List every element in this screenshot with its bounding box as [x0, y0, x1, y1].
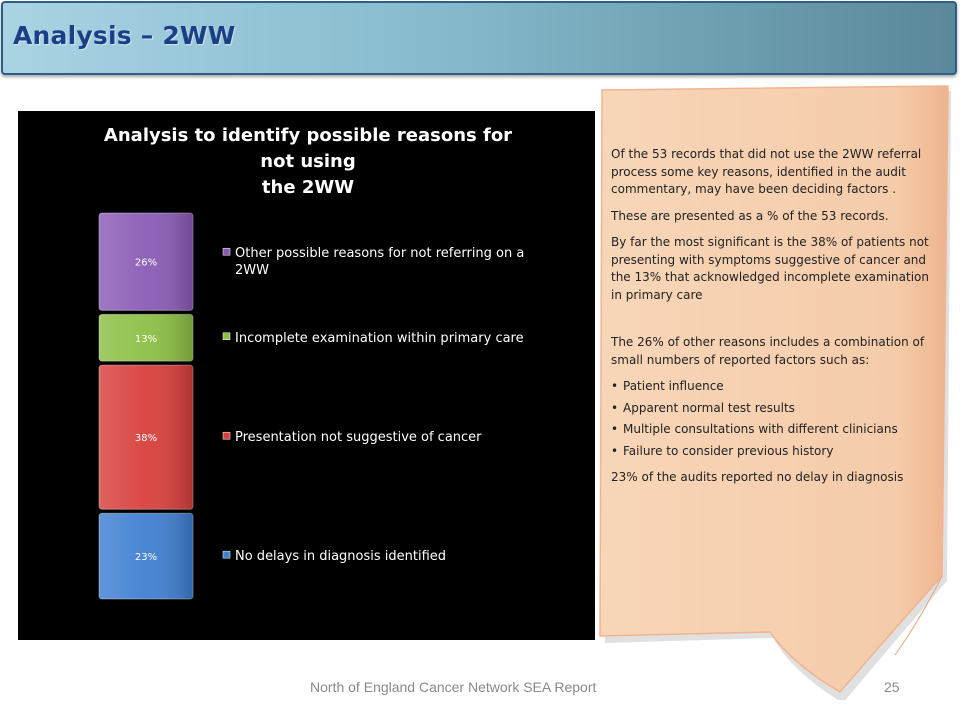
callout-paragraph: By far the most significant is the 38% of patients not presenting with symptoms suggestive of cancer and the 13% that acknowledged incomplete examination in primary care: [611, 235, 930, 302]
title-bar: [1, 1, 957, 75]
callout-bullet: • Apparent normal test results: [611, 400, 936, 418]
legend-label-no-delays-in-diagnosis-identified: No delays in diagnosis identified: [235, 549, 447, 565]
stacked-bar-chart: [18, 111, 595, 640]
data-label-incomplete-examination-within-primary-care: 13%: [134, 333, 158, 345]
chart-panel: [18, 111, 595, 640]
legend-label-other-possible-reasons-for-not-referring-on-a-2ww: Other possible reasons for not referring on a 2WW: [235, 246, 525, 279]
legend-label-incomplete-examination-within-primary-care: Incomplete examination within primary care: [235, 330, 524, 346]
slide-title: Analysis – 2WW: [13, 21, 236, 50]
callout-paragraph: The 26% of other reasons includes a combination of small numbers of reported factors such as:: [611, 335, 925, 367]
legend-swatch-incomplete-examination-within-primary-care: [223, 333, 230, 340]
legend-label-presentation-not-suggestive-of-cancer: Presentation not suggestive of cancer: [235, 430, 482, 446]
chart-title-line-1: Analysis to identify possible reasons for not using: [103, 125, 513, 172]
callout-paragraph: These are presented as a % of the 53 records.: [611, 208, 889, 223]
data-label-presentation-not-suggestive-of-cancer: 38%: [134, 433, 158, 445]
page-number: 25: [884, 679, 900, 695]
callout-bullet: • Failure to consider previous history: [611, 443, 936, 461]
legend-swatch-presentation-not-suggestive-of-cancer: [223, 432, 230, 439]
data-label-other-possible-reasons-for-not-referring-on-a-2ww: 26%: [134, 257, 158, 269]
callout-paragraph: 23% of the audits reported no delay in diagnosis: [611, 470, 904, 484]
callout-bullet: • Multiple consultations with different clinicians: [611, 421, 936, 439]
callout-bullet-list: [611, 378, 936, 460]
data-label-no-delays-in-diagnosis-identified: 23%: [134, 552, 158, 564]
legend-swatch-no-delays-in-diagnosis-identified: [223, 551, 230, 558]
legend-swatch-other-possible-reasons-for-not-referring-on-a-2ww: [223, 248, 230, 255]
callout-paragraph: Of the 53 records that did not use the 2WW referral process some key reasons, identified in the audit commentary, may have been deciding factors .: [611, 147, 922, 196]
chart-title-line-2: the 2WW: [261, 177, 355, 198]
callout-bullet: • Patient influence: [611, 378, 936, 396]
callout-text: [611, 146, 936, 496]
footer-text: North of England Cancer Network SEA Report: [310, 679, 597, 695]
